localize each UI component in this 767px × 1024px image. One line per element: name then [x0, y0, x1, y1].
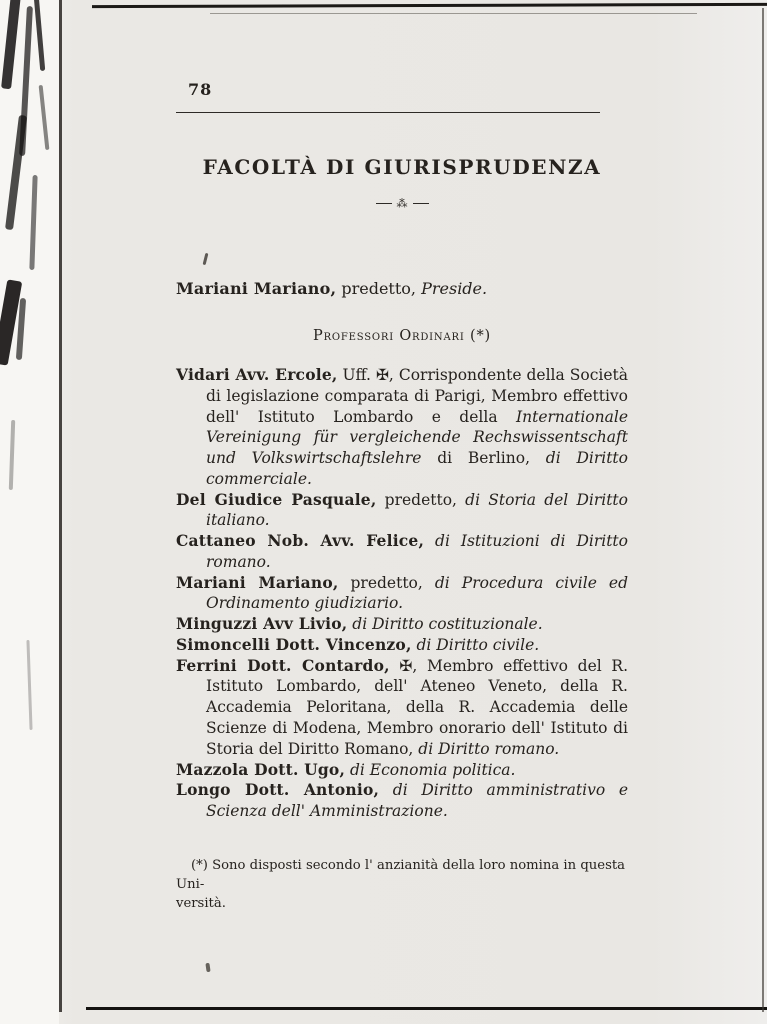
binding-mark [29, 175, 37, 270]
binding-mark [9, 420, 15, 490]
scan-edge-top [92, 3, 767, 8]
subject-text: di Diritto romano. [418, 739, 560, 758]
divider-line [376, 203, 392, 204]
page-gutter-shadow [59, 0, 62, 1012]
subject-text: di Procedura civile ed Ordinamento giudiziario. [206, 573, 628, 613]
professor-entry [176, 760, 628, 781]
professor-name: Simoncelli Dott. Vincenzo, [176, 634, 412, 654]
subject-text: di Diritto costituzionale. [352, 615, 543, 634]
subject-text: Internationale Vereinigung für vergleichende Rechswissentschaft und Volkswirtschaftslehre [206, 407, 628, 468]
subject-text: di Istituzioni di Diritto romano. [206, 532, 628, 571]
asterism-icon: ⁂ [396, 197, 408, 210]
ornament-divider [176, 198, 628, 209]
scan-edge-right [762, 8, 764, 1012]
scan-edge-top-faint [210, 13, 697, 14]
professor-entry [176, 365, 628, 490]
binding-mark [39, 85, 50, 150]
page-number: 78 [188, 80, 213, 99]
binding-mark [34, 0, 46, 71]
header-rule [176, 112, 600, 113]
professor-entry [176, 780, 628, 822]
professor-list [176, 365, 628, 822]
professor-name: Ferrini Dott. Contardo, [176, 655, 390, 675]
binding-mark [1, 0, 21, 89]
professor-entry [176, 656, 628, 760]
entry-text: ✠, Membro effettivo del R. Istituto Lombardo, dell' Ateneo Veneto, della R. Accademia Peloritana, della R. Accademia delle Scienze di Modena, Membro onorario dell' Istituto di Storia del Diritto Romano, [206, 656, 628, 758]
subject-text: di Storia del Diritto italiano. [206, 490, 628, 530]
entry-text [379, 781, 393, 799]
scan-artifact [205, 963, 210, 972]
professor-name: Mariani Mariano, [176, 572, 339, 592]
scan-edge-bottom [86, 1007, 767, 1010]
footnote-lines [176, 856, 628, 913]
professor-entry [176, 614, 628, 635]
entry-text: Uff. ✠, Corrispondente della Società di legislazione comparata di Parigi, Membro effettivo dell' Istituto Lombardo e della [206, 366, 628, 426]
section-heading: Professori Ordinari (*) [313, 328, 491, 344]
entry-text: predetto, [338, 573, 435, 592]
professor-name: Mazzola Dott. Ugo, [176, 759, 346, 779]
binding-mark [26, 640, 32, 730]
subject-text: di Diritto civile. [416, 635, 540, 654]
professor-name: Minguzzi Avv Livio, [176, 614, 348, 634]
footnote-line: versità. [176, 896, 226, 912]
entry-text: predetto, [376, 490, 466, 509]
preside-line [176, 279, 628, 298]
professor-entry [176, 635, 628, 656]
subject-text: di Economia politica. [350, 760, 516, 779]
professor-name: Cattaneo Nob. Avv. Felice, [176, 531, 425, 551]
page-title: FACOLTÀ DI GIURISPRUDENZA [202, 155, 602, 179]
professor-entry [176, 531, 628, 573]
professor-name: Del Giudice Pasquale, [176, 489, 377, 509]
page-content [176, 80, 628, 913]
binding-area [0, 0, 59, 1024]
subject-text: Preside. [421, 279, 488, 298]
professor-entry [176, 490, 628, 532]
entry-text: predetto, [336, 279, 422, 298]
subject-text: di Diritto commerciale. [206, 449, 628, 488]
professor-name: Vidari Avv. Ercole, [176, 365, 338, 384]
entry-text: di Berlino, [421, 449, 546, 468]
divider-line [413, 203, 429, 204]
binding-mark [5, 115, 27, 230]
professor-entry [176, 573, 628, 615]
professor-name: Longo Dott. Antonio, [176, 780, 380, 800]
professor-name: Mariani Mariano, [176, 279, 337, 298]
footnote-line: (*) Sono disposti secondo l' anzianità della loro nomina in questa Uni- [176, 857, 626, 892]
footnote [176, 856, 628, 913]
subject-text: di Diritto amministrativo e Scienza dell' Amministrazione. [206, 781, 629, 821]
entry-text [424, 532, 435, 550]
